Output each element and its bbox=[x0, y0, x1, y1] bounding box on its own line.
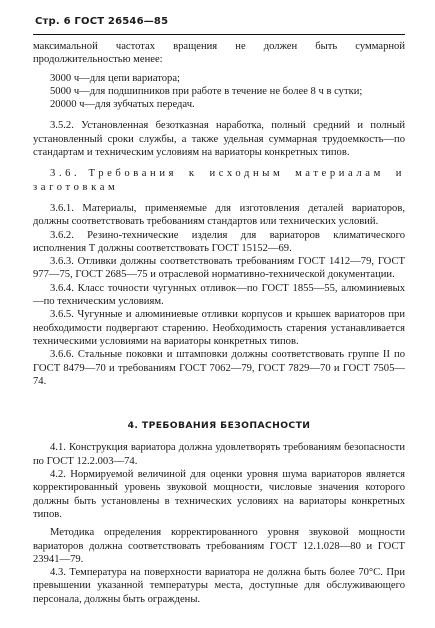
continued-paragraph: максимальной частотах вращения не должен быть суммарной продолжительностью менее: bbox=[33, 41, 405, 66]
paragraph-3-6-3: 3.6.3. Отливки должны соответствовать требованиям ГОСТ 1412—79, ГОСТ 977—75, ГОСТ 2685—75 и отраслевой нормативно-технической документации. bbox=[33, 256, 405, 281]
paragraph-3-6-6: 3.6.6. Стальные поковки и штамповки должны соответствовать группе II по ГОСТ 8479—70 и требованиям ГОСТ 7062—79, ГОСТ 7829—70 и ГОСТ 7505—74. bbox=[33, 349, 405, 387]
list-item: 20000 ч—для зубчатых передач. bbox=[50, 99, 195, 111]
section-4-title: 4. ТРЕБОВАНИЯ БЕЗОПАСНОСТИ bbox=[127, 420, 311, 432]
section-heading-3-6 bbox=[33, 167, 405, 194]
page-header bbox=[35, 16, 168, 27]
paragraph-4-1: 4.1. Конструкция вариатора должна удовлетворять требованиям безопасности по ГОСТ 12.2.003—74. bbox=[33, 442, 405, 467]
paragraph-3-6-1: 3.6.1. Материалы, применяемые для изготовления деталей вариаторов, должны соответствовать требованиям стандартов или технических условий. bbox=[33, 202, 405, 228]
paragraph-3-6-2: 3.6.2. Резино-технические изделия для вариаторов климатического исполнения Т должны соответствовать ГОСТ 15152—69. bbox=[33, 229, 405, 254]
paragraph-3-5-2: 3.5.2. Установленная безотказная наработка, полный средний и полный установленный сроки службы, а также удельная суммарная трудоемкость—по стандартам и техническим условиям на вариаторы конкретных типов. bbox=[33, 120, 405, 159]
service-life-list bbox=[33, 72, 405, 112]
section-title: Требования к исходным материалам и заготовкам bbox=[33, 168, 405, 193]
header-rule bbox=[33, 34, 405, 35]
section-number: 3.6. bbox=[50, 168, 81, 180]
paragraph-3-6-5: 3.6.5. Чугунные и алюминиевые отливки корпусов и крышек вариаторов при необходимости подвергают старению. Необходимость старения устанавливается техническими условиями на вариаторы конкретных типов. bbox=[33, 309, 405, 347]
paragraph-4-2: 4.2. Нормируемой величиной для оценки уровня шума вариаторов является корректированный уровень звуковой мощности, числовые значения которого должны быть установлены в технических условиях на вариаторы конкретных типов. bbox=[33, 469, 405, 520]
paragraph-4-3: 4.3. Температура на поверхности вариатора не должна быть более 70°С. При превышении указанной температуры места, доступные для обслуживающего персонала, должны быть ограждены. bbox=[33, 567, 405, 605]
standard-designation: ГОСТ 26546—85 bbox=[74, 16, 169, 27]
document-body bbox=[33, 40, 405, 606]
list-item: 3000 ч—для цепи вариатора; bbox=[50, 72, 181, 84]
paragraph-method: Методика определения корректированного уровня звуковой мощности вариаторов должна соответствовать требованиям ГОСТ 12.1.028—80 и ГОСТ 23941—79. bbox=[33, 527, 405, 565]
paragraph-3-6-4: 3.6.4. Класс точности чугунных отливок—по ГОСТ 1855—55, алюминиевых—по техническим условиям. bbox=[33, 282, 405, 308]
list-item: 5000 ч—для подшипников при работе в течение не более 8 ч в сутки; bbox=[50, 85, 363, 97]
page-number: Стр. 6 bbox=[35, 16, 71, 27]
